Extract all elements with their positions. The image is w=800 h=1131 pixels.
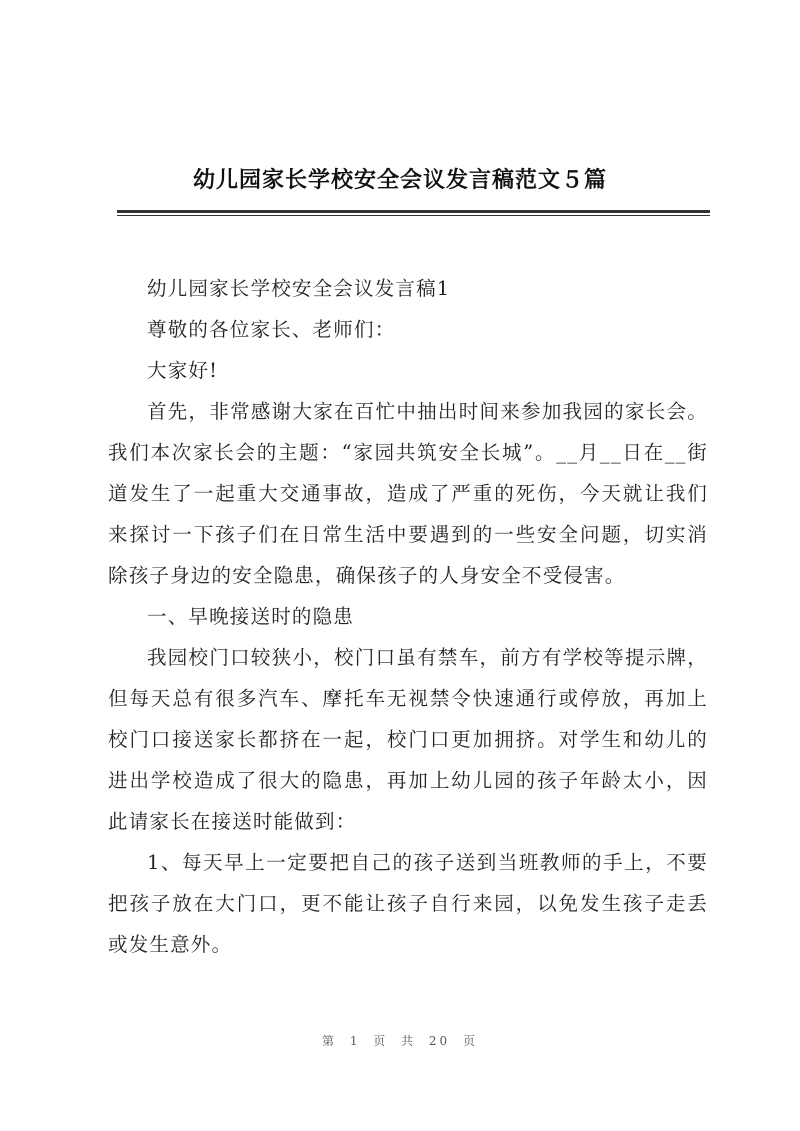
section-heading: 幼儿园家长学校安全会议发言稿1 [147,277,451,300]
title-divider [117,210,710,213]
greeting: 大家好! [147,359,219,382]
body-paragraph: 我园校门口较狭小，校门口虽有禁车，前方有学校等提示牌，但每天总有很多汽车、摩托车无视禁令快速通行或停放，再加上校门口接送家长都挤在一起，校门口更加拥挤。对学生和幼儿的进出学校造成了很大的隐患，再加上幼儿园的孩子年龄太小，因此请家长在接送时能做到： [108,646,708,833]
document-title: 幼儿园家长学校安全会议发言稿范文５篇 [192,168,607,193]
page-number-footer: 第 1 页 共 20 页 [322,1034,478,1048]
subheading: 一、早晚接送时的隐患 [147,605,355,628]
document-body [108,268,708,965]
body-paragraph: 首先，非常感谢大家在百忙中抽出时间来参加我园的家长会。我们本次家长会的主题：“家园共筑安全长城”。__月__日在__街道发生了一起重大交通事故，造成了严重的死伤，今天就让我们来探讨一下孩子们在日常生活中要遇到的一些安全问题，切实消除孩子身边的安全隐患，确保孩子的人身安全不受侵害。 [108,400,708,587]
list-item: 1、每天早上一定要把自己的孩子送到当班教师的手上，不要把孩子放在大门口，更不能让孩子自行来园，以免发生孩子走丢或发生意外。 [108,851,708,956]
salutation: 尊敬的各位家长、老师们： [147,318,396,341]
